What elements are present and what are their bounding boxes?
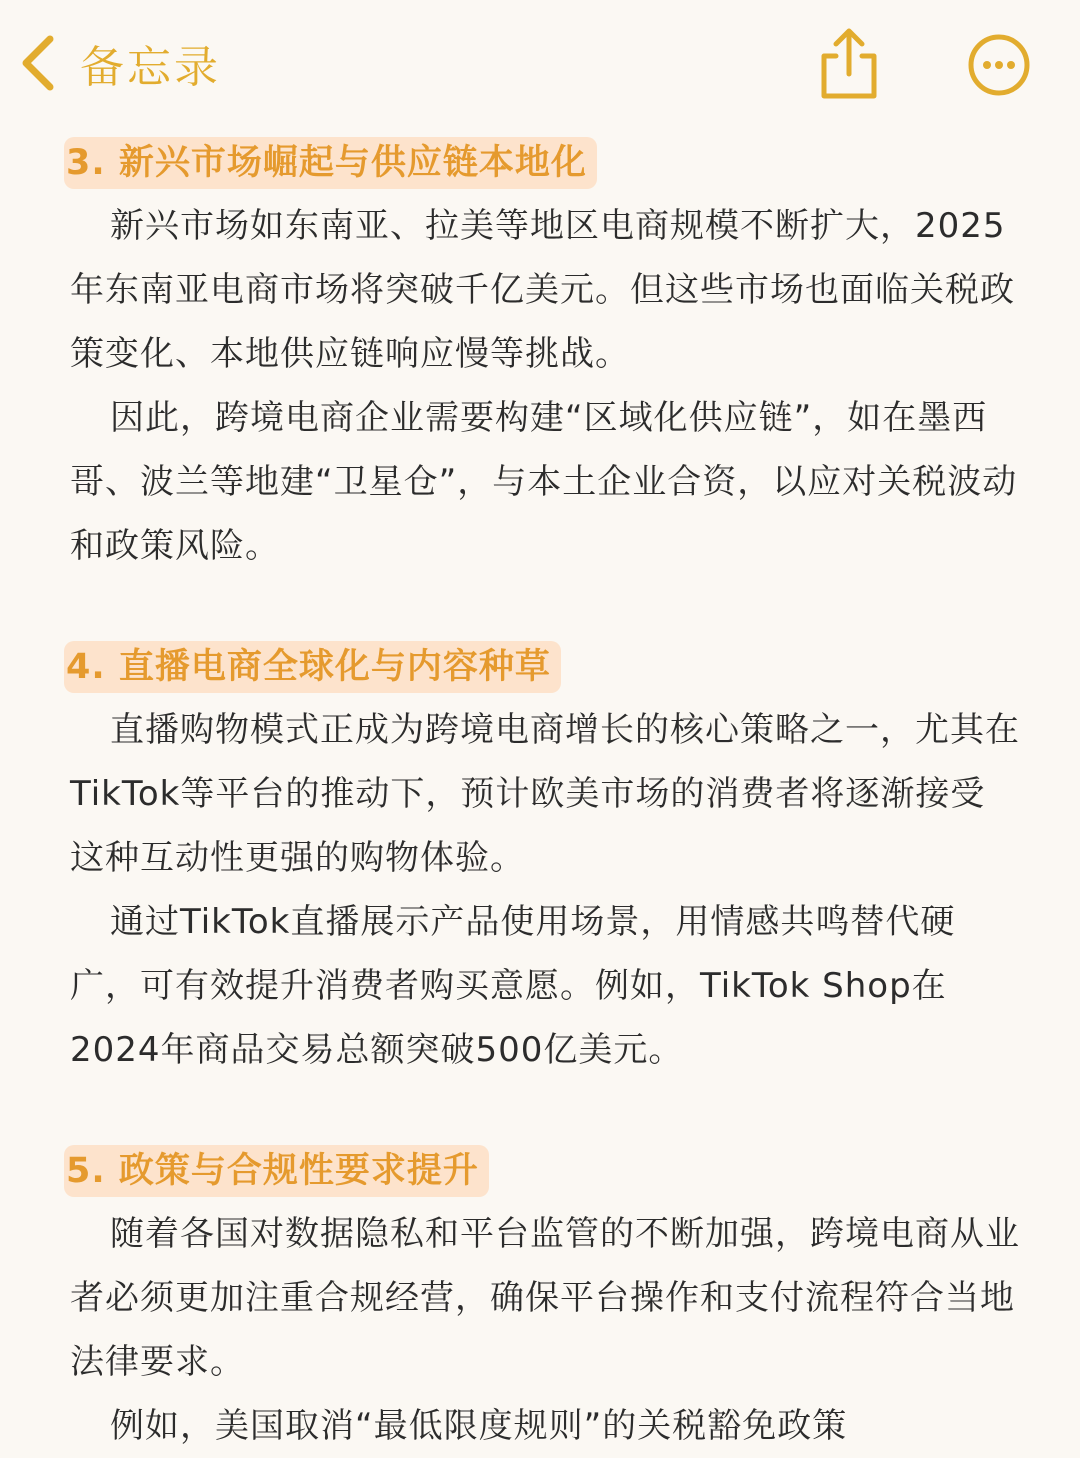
section-heading: 3. 新兴市场崛起与供应链本地化 xyxy=(64,137,597,189)
chevron-left-icon xyxy=(18,33,58,93)
section-heading: 4. 直播电商全球化与内容种草 xyxy=(64,641,561,693)
paragraph: 例如，美国取消“最低限度规则”的关税豁免政策 xyxy=(110,1406,848,1446)
section-heading: 5. 政策与合规性要求提升 xyxy=(64,1145,489,1197)
paragraph: 通过TikTok直播展示产品使用场景，用情感共鸣替代硬广，可有效提升消费者购买意愿。例如，TikTok Shop在2024年商品交易总额突破500亿美元。 xyxy=(70,902,956,1070)
section-5 xyxy=(66,1142,1020,1458)
section-3 xyxy=(66,134,1020,578)
share-icon xyxy=(812,87,884,106)
note-body[interactable] xyxy=(66,134,1020,1458)
paragraph: 因此，跨境电商企业需要构建“区域化供应链”，如在墨西哥、波兰等地建“卫星仓”，与本土企业合资，以应对关税波动和政策风险。 xyxy=(70,398,1018,566)
navigation-bar xyxy=(0,0,1080,120)
back-label: 备忘录 xyxy=(80,42,221,93)
paragraph: 新兴市场如东南亚、拉美等地区电商规模不断扩大，2025年东南亚电商市场将突破千亿美元。但这些市场也面临关税政策变化、本地供应链响应慢等挑战。 xyxy=(70,206,1015,374)
section-4 xyxy=(66,638,1020,1082)
paragraph: 直播购物模式正成为跨境电商增长的核心策略之一，尤其在TikTok等平台的推动下，预计欧美市场的消费者将逐渐接受这种互动性更强的购物体验。 xyxy=(70,710,1020,878)
more-options-button[interactable] xyxy=(966,32,1032,98)
back-button[interactable] xyxy=(18,28,221,98)
share-button[interactable] xyxy=(812,26,884,102)
more-icon xyxy=(966,83,1032,102)
paragraph: 随着各国对数据隐私和平台监管的不断加强，跨境电商从业者必须更加注重合规经营，确保平台操作和支付流程符合当地法律要求。 xyxy=(70,1214,1020,1382)
